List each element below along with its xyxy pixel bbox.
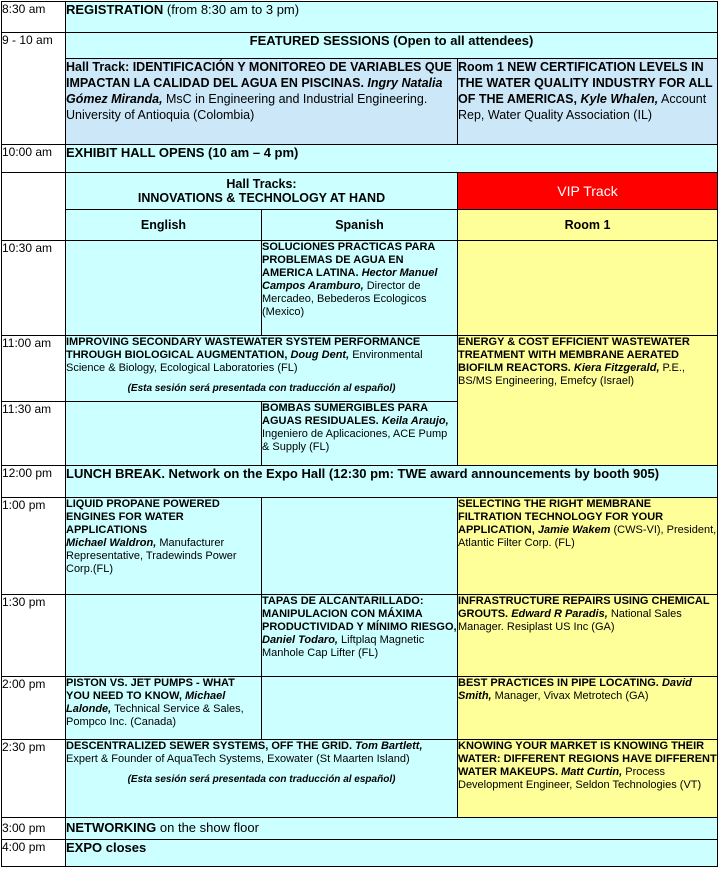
row-100: [2, 498, 718, 595]
empty-slot: [262, 498, 458, 595]
row-130: [2, 595, 718, 677]
row-exhibit: [2, 145, 718, 173]
session-230-english: DESCENTRALIZED SEWER SYSTEMS, OFF THE GRID. Tom Bartlett, Expert & Founder of AquaTech Systems, Exowater (St Maarten Island) (Esta sesión será presentada con traducción al español): [66, 740, 458, 818]
row-networking: [2, 818, 718, 840]
schedule-table: [1, 1, 718, 867]
translation-note: (Esta sesión será presentada con traducción al español): [127, 774, 396, 785]
english-header: English: [66, 210, 262, 241]
row-featured-sessions: [2, 59, 718, 145]
row-200: [2, 677, 718, 740]
time-cell: 10:00 am: [2, 145, 66, 173]
empty-slot: [66, 241, 262, 336]
networking-bar: NETWORKING on the show floor: [66, 818, 718, 840]
row-featured-heading: [2, 33, 718, 59]
row-registration: [2, 2, 718, 33]
time-cell: 9 - 10 am: [2, 33, 66, 145]
time-cell: 2:30 pm: [2, 740, 66, 818]
spanish-header: Spanish: [262, 210, 458, 241]
session-100-vip: SELECTING THE RIGHT MEMBRANE FILTRATION TECHNOLOGY FOR YOUR APPLICATION, Jamie Wakem (CWS-VI), President, Atlantic Filter Corp. (FL): [458, 498, 718, 595]
registration-label: REGISTRATION: [66, 2, 164, 17]
empty-slot: [262, 677, 458, 740]
featured-session-room1: Room 1 NEW CERTIFICATION LEVELS IN THE WATER QUALITY INDUSTRY FOR ALL OF THE AMERICAS, Kyle Whalen, Account Rep, Water Quality Association (IL): [458, 59, 718, 145]
session-1030-spanish: SOLUCIONES PRACTICAS PARA PROBLEMAS DE AGUA EN AMERICA LATINA. Hector Manuel Campos Aramburo, Director de Mercadeo, Bebederos Ecologicos (Mexico): [262, 241, 458, 336]
session-1100-vip: ENERGY & COST EFFICIENT WASTEWATER TREATMENT WITH MEMBRANE AERATED BIOFILM REACTORS. Kiera Fitzgerald, P.E., BS/MS Engineering, Emefcy (Israel): [458, 336, 718, 466]
time-cell: 8:30 am: [2, 2, 66, 33]
time-cell: 4:00 pm: [2, 840, 66, 867]
time-cell-empty: [2, 173, 66, 241]
room1-header: Room 1: [458, 210, 718, 241]
time-cell: 11:00 am: [2, 336, 66, 402]
empty-slot: [458, 241, 718, 336]
hall-tracks-header: Hall Tracks: INNOVATIONS & TECHNOLOGY AT HAND: [66, 173, 458, 210]
time-cell: 1:00 pm: [2, 498, 66, 595]
lunch-bar: LUNCH BREAK. Network on the Expo Hall (12:30 pm: TWE award announcements by booth 905): [66, 466, 718, 498]
empty-slot: [66, 595, 262, 677]
session-130-spanish: TAPAS DE ALCANTARILLADO: MANIPULACION CON MÁXIMA PRODUCTIVIDAD Y MÍNIMO RIESGO, Daniel Todaro, Liftplaq Magnetic Manhole Cap Lifter (FL): [262, 595, 458, 677]
session-200-english: PISTON VS. JET PUMPS - WHAT YOU NEED TO KNOW, Michael Lalonde, Technical Service & Sales, Pompco Inc. (Canada): [66, 677, 262, 740]
row-230: [2, 740, 718, 818]
empty-slot: [66, 402, 262, 466]
row-track-headers: [2, 173, 718, 210]
row-1100: [2, 336, 718, 402]
registration-detail: (from 8:30 am to 3 pm): [163, 2, 300, 17]
time-cell: 2:00 pm: [2, 677, 66, 740]
session-100-english: LIQUID PROPANE POWERED ENGINES FOR WATER APPLICATIONS Michael Waldron, Manufacturer Representative, Tradewinds Power Corp.(FL): [66, 498, 262, 595]
row-1030: [2, 241, 718, 336]
expo-bar: EXPO closes: [66, 840, 718, 867]
vip-track-header: VIP Track: [458, 173, 718, 210]
session-1100-english: IMPROVING SECONDARY WASTEWATER SYSTEM PERFORMANCE THROUGH BIOLOGICAL AUGMENTATION, Doug Dent, Environmental Science & Biology, Ecological Laboratories (FL) (Esta sesión será presentada con traducción al español): [66, 336, 458, 402]
featured-session-hall: Hall Track: IDENTIFICACIÓN Y MONITOREO DE VARIABLES QUE IMPACTAN LA CALIDAD DEL AGUA EN PISCINAS. Ingry Natalia Gómez Miranda, MsC in Engineering and Industrial Engineering. University of Antioquia (Colombia): [66, 59, 458, 145]
featured-heading: FEATURED SESSIONS (Open to all attendees): [66, 33, 718, 59]
time-cell: 12:00 pm: [2, 466, 66, 498]
time-cell: 3:00 pm: [2, 818, 66, 840]
time-cell: 1:30 pm: [2, 595, 66, 677]
session-200-vip: BEST PRACTICES IN PIPE LOCATING. David Smith, Manager, Vivax Metrotech (GA): [458, 677, 718, 740]
session-130-vip: INFRASTRUCTURE REPAIRS USING CHEMICAL GROUTS. Edward R Paradis, National Sales Manager. Resiplast US Inc (GA): [458, 595, 718, 677]
row-lunch: [2, 466, 718, 498]
session-230-vip: KNOWING YOUR MARKET IS KNOWING THEIR WATER: DIFFERENT REGIONS HAVE DIFFERENT WATER MAKEUPS. Matt Curtin, Process Development Engineer, Seldon Technologies (VT): [458, 740, 718, 818]
registration-bar: [66, 2, 718, 33]
session-1130-spanish: BOMBAS SUMERGIBLES PARA AGUAS RESIDUALES. Keila Araujo, Ingeniero de Aplicaciones, ACE Pump & Supply (FL): [262, 402, 458, 466]
row-expo: [2, 840, 718, 867]
row-language-headers: [2, 210, 718, 241]
exhibit-bar: EXHIBIT HALL OPENS (10 am – 4 pm): [66, 145, 718, 173]
translation-note: (Esta sesión será presentada con traducción al español): [127, 383, 396, 394]
time-cell: 10:30 am: [2, 241, 66, 336]
time-cell: 11:30 am: [2, 402, 66, 466]
